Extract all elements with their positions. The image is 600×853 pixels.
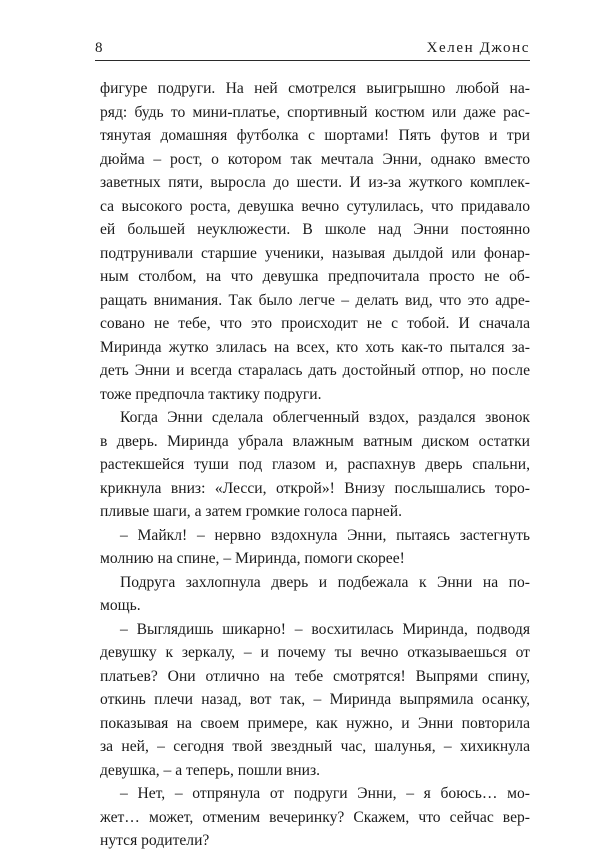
paragraph [100, 406, 530, 524]
text-line: мощь. [100, 597, 141, 614]
text-line: показывая на своем примере, как нужно, и Энни повторила [100, 714, 530, 732]
paragraph [100, 524, 530, 571]
text-line: платьев? Они отлично на тебе смотрятся! Выпрями спину, [100, 667, 530, 685]
text-line: нутся родители? [100, 832, 210, 849]
text-line: ряд: будь то мини-платье, спортивный костюм или даже рас- [100, 103, 530, 121]
paragraph [100, 618, 530, 783]
text-line: молнию на спине, – Миринда, помоги скорее! [100, 550, 405, 567]
text-line: – Нет, – отпрянула от подруги Энни, – я боюсь… мо- [120, 785, 530, 802]
text-line: ращать внимания. Так было легче – делать вид, что это адре- [100, 291, 530, 309]
text-line: тоже предпочла тактику подруги. [100, 385, 322, 403]
body-text [100, 77, 530, 853]
text-line: откинь плечи назад, вот так, – Миринда выпрямила осанку, [100, 691, 530, 708]
text-line: девушка, – а теперь, пошли вниз. [100, 761, 321, 779]
running-header [95, 34, 530, 61]
text-line: Подруга захлопнула дверь и подбежала к Энни на по- [120, 573, 530, 591]
running-title: Хелен Джонс [426, 40, 530, 56]
text-line: Когда Энни сделала облегченный вздох, раздался звонок [120, 409, 530, 426]
text-line: – Выглядишь шикарно! – восхитилась Миринда, подводя [120, 620, 530, 638]
text-line: деть Энни и всегда старалась дать достойный отпор, но после [100, 362, 530, 379]
text-line: фигуре подруги. На ней смотрелся выигрышно любой на- [100, 80, 530, 97]
text-line: ным столбом, на что девушка предпочитала просто не об- [100, 268, 530, 285]
text-line: тянутая домашняя футболка с шортами! Пять футов и три [100, 127, 530, 144]
text-line: пливые шаги, а затем громкие голоса парней. [100, 503, 402, 520]
text-line: – Майкл! – нервно вздохнула Энни, пытаясь застегнуть [120, 526, 530, 544]
text-line: крикнула вниз: «Лесси, открой»! Внизу послышались торо- [100, 479, 530, 497]
text-line: дюйма – рост, о котором так мечтала Энни, однако вместо [100, 150, 530, 168]
page-number: 8 [95, 40, 103, 56]
paragraph [100, 571, 530, 618]
text-line: жет… может, отменим вечеринку? Скажем, что сейчас вер- [100, 808, 530, 826]
text-line: совано не тебе, что это происходит не с тобой. И сначала [100, 315, 530, 332]
text-line: подтрунивали старшие ученики, называя дылдой или фонар- [100, 244, 530, 262]
paragraph [100, 77, 530, 406]
text-line: заветных пяти, выросла до шести. И из-за жуткого комплек- [100, 174, 530, 191]
text-line: са высокого роста, девушка вечно сутулилась, что придавало [100, 197, 530, 215]
text-line: Миринда жутко злилась на всех, кто хоть как-то пытался за- [100, 338, 530, 356]
paragraph [100, 782, 530, 853]
text-line: в дверь. Миринда убрала влажным ватным диском остатки [100, 432, 530, 450]
text-line: за ней, – сегодня твой звездный час, шалунья, – хихикнула [100, 738, 530, 755]
text-line: растекшейся туши под глазом и, распахнув дверь спальни, [100, 456, 530, 473]
text-line: ей большей неуклюжести. В школе над Энни постоянно [100, 221, 530, 238]
text-line: девушку к зеркалу, – и почему ты вечно отказываешься от [100, 644, 530, 661]
